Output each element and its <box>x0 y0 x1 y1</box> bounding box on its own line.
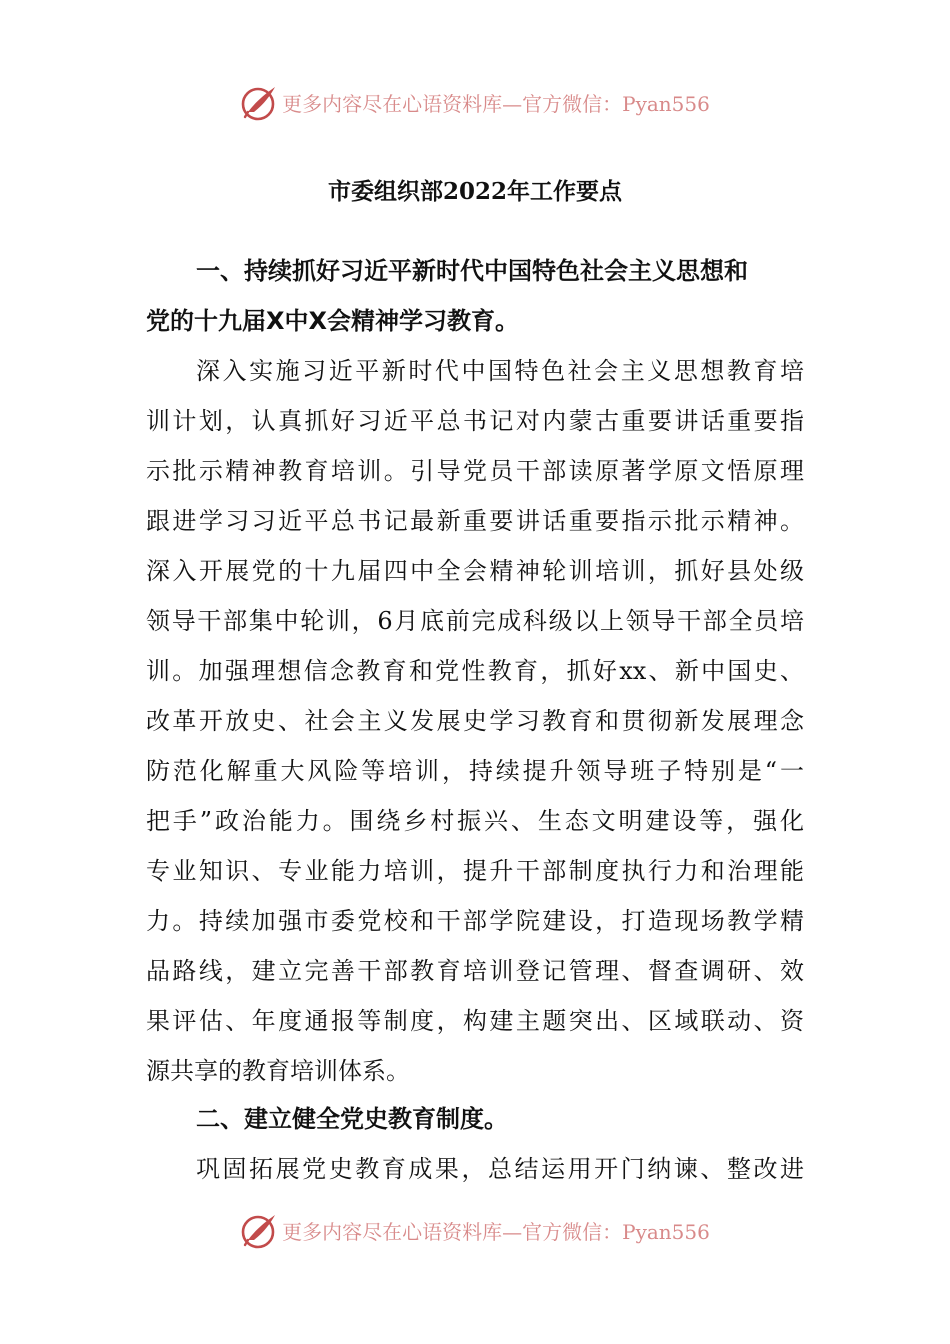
paragraph-line: 训计划，认真抓好习近平总书记对内蒙古重要讲话重要指 <box>146 407 804 435</box>
paragraph-line: 深入实施习近平新时代中国特色社会主义思想教育培 <box>196 357 804 385</box>
paragraph-line: 力。持续加强市委党校和干部学院建设，打造现场教学精 <box>146 907 804 935</box>
quill-logo-icon <box>240 1210 280 1250</box>
paragraph-line: 专业知识、专业能力培训，提升干部制度执行力和治理能 <box>146 857 804 885</box>
paragraph-line-last: 源共享的教育培训体系。 <box>146 1057 410 1085</box>
section-heading-2: 二、建立健全党史教育制度。 <box>196 1105 508 1133</box>
paragraph-line: 品路线，建立完善干部教育培训登记管理、督查调研、效 <box>146 957 804 985</box>
paragraph-line: 示批示精神教育培训。引导党员干部读原著学原文悟原理 <box>146 457 804 485</box>
quill-logo-icon <box>240 82 280 122</box>
paragraph-line: 防范化解重大风险等培训，持续提升领导班子特别是“一 <box>146 757 804 785</box>
paragraph-line: 深入开展党的十九届四中全会精神轮训培训，抓好县处级 <box>146 557 804 585</box>
paragraph-line: 训。加强理想信念教育和党性教育，抓好xx、新中国史、 <box>146 657 804 685</box>
paragraph-line: 果评估、年度通报等制度，构建主题突出、区域联动、资 <box>146 1007 804 1035</box>
section-heading-1-cont: 党的十九届X中X会精神学习教育。 <box>146 307 520 335</box>
watermark-banner-bottom <box>0 1208 950 1252</box>
paragraph-line: 领导干部集中轮训，6月底前完成科级以上领导干部全员培 <box>146 607 804 635</box>
paragraph-line: 跟进学习习近平总书记最新重要讲话重要指示批示精神。 <box>146 507 804 535</box>
section-heading-1: 一、持续抓好习近平新时代中国特色社会主义思想和 <box>196 257 748 285</box>
watermark-text: 更多内容尽在心语资料库—官方微信：Pyan556 <box>282 91 710 116</box>
paragraph-line: 改革开放史、社会主义发展史学习教育和贯彻新发展理念 <box>146 707 804 735</box>
paragraph-line: 把手”政治能力。围绕乡村振兴、生态文明建设等，强化 <box>146 807 804 835</box>
document-title: 市委组织部2022年工作要点 <box>327 178 622 205</box>
watermark-banner-top <box>0 80 950 124</box>
watermark-text: 更多内容尽在心语资料库—官方微信：Pyan556 <box>282 1219 710 1244</box>
paragraph-line: 巩固拓展党史教育成果，总结运用开门纳谏、整改进 <box>196 1155 804 1183</box>
